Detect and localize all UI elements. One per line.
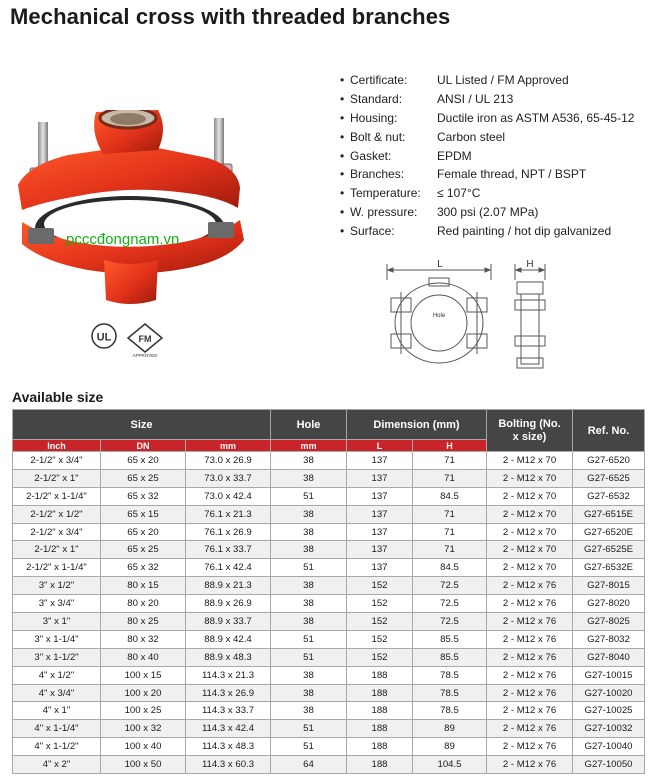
bolting-cell: 2 - M12 x 70 <box>487 559 573 577</box>
inch-cell: 4" x 1-1/4" <box>13 720 101 738</box>
table-row <box>13 559 645 577</box>
ref-cell: G27-8032 <box>573 630 645 648</box>
mm-cell: 76.1 x 21.3 <box>186 505 271 523</box>
bolting-cell: 2 - M12 x 76 <box>487 595 573 613</box>
dn-cell: 80 x 25 <box>101 613 186 631</box>
bolting-cell: 2 - M12 x 76 <box>487 666 573 684</box>
hole-cell: 38 <box>271 684 347 702</box>
spec-value: Carbon steel <box>437 129 506 144</box>
spec-label: W. pressure: <box>350 204 418 219</box>
hole-cell: 38 <box>271 523 347 541</box>
height-cell: 72.5 <box>413 613 487 631</box>
hole-cell: 64 <box>271 756 347 774</box>
dn-subheader: DN <box>101 440 186 452</box>
bullet-icon: • <box>340 186 345 201</box>
bolting-cell: 2 - M12 x 76 <box>487 630 573 648</box>
inch-cell: 4" x 1-1/2" <box>13 738 101 756</box>
spec-list <box>340 71 634 240</box>
fm-approved-icon <box>128 324 162 358</box>
hole-cell: 38 <box>271 595 347 613</box>
height-cell: 71 <box>413 523 487 541</box>
inch-cell: 4" x 2" <box>13 756 101 774</box>
mm-subheader: mm <box>186 440 271 452</box>
dn-cell: 100 x 50 <box>101 756 186 774</box>
ref-cell: G27-6520 <box>573 452 645 470</box>
table-row <box>13 684 645 702</box>
mm-cell: 88.9 x 42.4 <box>186 630 271 648</box>
inch-cell: 3" x 3/4" <box>13 595 101 613</box>
spec-item <box>340 221 634 240</box>
spec-label: Bolt & nut: <box>350 129 406 144</box>
inch-cell: 2-1/2" x 1-1/4" <box>13 559 101 577</box>
bolting-cell: 2 - M12 x 76 <box>487 577 573 595</box>
dn-cell: 65 x 25 <box>101 541 186 559</box>
hole-cell: 38 <box>271 702 347 720</box>
table-row <box>13 487 645 505</box>
dn-cell: 100 x 25 <box>101 702 186 720</box>
table-row <box>13 452 645 470</box>
inch-cell: 2-1/2" x 3/4" <box>13 523 101 541</box>
hole-cell: 38 <box>271 505 347 523</box>
spec-value: Female thread, NPT / BSPT <box>437 167 587 182</box>
spec-value: Ductile iron as ASTM A536, 65-45-12 <box>437 110 635 125</box>
dn-cell: 80 x 40 <box>101 648 186 666</box>
mm-cell: 88.9 x 26.9 <box>186 595 271 613</box>
bullet-icon: • <box>340 204 345 219</box>
length-cell: 137 <box>347 505 413 523</box>
bolting-cell: 2 - M12 x 76 <box>487 613 573 631</box>
size-header: Size <box>13 410 271 440</box>
side-view-lug <box>515 300 545 310</box>
height-cell: 84.5 <box>413 487 487 505</box>
hole-cell: 38 <box>271 469 347 487</box>
ref-cell: G27-10015 <box>573 666 645 684</box>
hole-label: Hole <box>432 313 446 319</box>
spec-item <box>340 203 634 222</box>
ref-cell: G27-8040 <box>573 648 645 666</box>
spec-value: UL Listed / FM Approved <box>437 73 569 88</box>
bolting-cell: 2 - M12 x 76 <box>487 756 573 774</box>
spec-value: ANSI / UL 213 <box>437 92 514 107</box>
hole-cell: 38 <box>271 541 347 559</box>
height-cell: 78.5 <box>413 702 487 720</box>
hole-cell: 38 <box>271 577 347 595</box>
page-title: Mechanical cross with threaded branches <box>10 4 451 29</box>
length-cell: 137 <box>347 487 413 505</box>
dn-cell: 100 x 20 <box>101 684 186 702</box>
spec-label: Gasket: <box>350 148 392 163</box>
height-cell: 71 <box>413 452 487 470</box>
length-cell: 152 <box>347 648 413 666</box>
inch-cell: 3" x 1-1/4" <box>13 630 101 648</box>
certification-marks <box>90 318 180 358</box>
mm-cell: 114.3 x 33.7 <box>186 702 271 720</box>
dn-cell: 65 x 32 <box>101 487 186 505</box>
dn-cell: 80 x 15 <box>101 577 186 595</box>
ref-cell: G27-10050 <box>573 756 645 774</box>
hole-cell: 38 <box>271 666 347 684</box>
bolting-cell: 2 - M12 x 76 <box>487 684 573 702</box>
hole-cell: 38 <box>271 452 347 470</box>
height-cell: 78.5 <box>413 684 487 702</box>
bolting-cell: 2 - M12 x 70 <box>487 487 573 505</box>
length-cell: 137 <box>347 469 413 487</box>
length-cell: 137 <box>347 541 413 559</box>
pipe-hole-outline <box>411 295 467 351</box>
ref-cell: G27-6515E <box>573 505 645 523</box>
table-row <box>13 523 645 541</box>
mm-cell: 76.1 x 26.9 <box>186 523 271 541</box>
inch-cell: 3" x 1" <box>13 613 101 631</box>
dn-cell: 65 x 15 <box>101 505 186 523</box>
hole-cell: 51 <box>271 559 347 577</box>
mm-cell: 88.9 x 33.7 <box>186 613 271 631</box>
bullet-icon: • <box>340 148 345 163</box>
bolting-cell: 2 - M12 x 76 <box>487 702 573 720</box>
inch-cell: 4" x 1/2" <box>13 666 101 684</box>
ref-cell: G27-6525 <box>573 469 645 487</box>
inch-cell: 3" x 1/2" <box>13 577 101 595</box>
bolting-cell: 2 - M12 x 70 <box>487 469 573 487</box>
length-cell: 152 <box>347 577 413 595</box>
bullet-icon: • <box>340 223 345 238</box>
bolting-header: Bolting (No. x size) <box>487 410 573 452</box>
ul-mark-text: UL <box>96 331 112 344</box>
hole-cell: 51 <box>271 648 347 666</box>
fm-mark-text: FM <box>138 334 152 344</box>
dimension-header: Dimension (mm) <box>347 410 487 440</box>
inch-cell: 2-1/2" x 1/2" <box>13 505 101 523</box>
length-cell: 188 <box>347 756 413 774</box>
length-cell: 188 <box>347 720 413 738</box>
table-row <box>13 756 645 774</box>
bullet-icon: • <box>340 129 345 144</box>
h-subheader: H <box>413 440 487 452</box>
length-cell: 188 <box>347 666 413 684</box>
height-cell: 84.5 <box>413 559 487 577</box>
mm-cell: 73.0 x 33.7 <box>186 469 271 487</box>
mm-cell: 114.3 x 42.4 <box>186 720 271 738</box>
table-row <box>13 702 645 720</box>
side-view-lug <box>515 336 545 346</box>
spec-value: Red painting / hot dip galvanized <box>437 223 612 238</box>
table-row <box>13 595 645 613</box>
watermark-text: pcccđongnam.vn <box>66 231 180 248</box>
spec-item <box>340 165 634 184</box>
height-cell: 89 <box>413 720 487 738</box>
mm-cell: 114.3 x 26.9 <box>186 684 271 702</box>
bullet-icon: • <box>340 110 345 125</box>
height-cell: 71 <box>413 505 487 523</box>
ref-cell: G27-10040 <box>573 738 645 756</box>
dn-cell: 65 x 32 <box>101 559 186 577</box>
bolting-cell: 2 - M12 x 76 <box>487 720 573 738</box>
length-label: L <box>437 259 443 270</box>
height-cell: 78.5 <box>413 666 487 684</box>
ul-listed-icon <box>92 324 116 348</box>
spec-value: 300 psi (2.07 MPa) <box>437 204 539 219</box>
inch-cell: 4" x 3/4" <box>13 684 101 702</box>
bolting-cell: 2 - M12 x 76 <box>487 648 573 666</box>
spec-value: EPDM <box>437 148 472 163</box>
height-cell: 72.5 <box>413 577 487 595</box>
hole-header: Hole <box>271 410 347 440</box>
ref-cell: G27-10032 <box>573 720 645 738</box>
table-row <box>13 630 645 648</box>
hole-cell: 51 <box>271 720 347 738</box>
size-table <box>12 409 645 774</box>
spec-item <box>340 127 634 146</box>
hole-mm-subheader: mm <box>271 440 347 452</box>
table-row <box>13 666 645 684</box>
dn-cell: 65 x 20 <box>101 523 186 541</box>
table-row <box>13 541 645 559</box>
spec-item <box>340 71 634 90</box>
dn-cell: 65 x 20 <box>101 452 186 470</box>
length-cell: 152 <box>347 630 413 648</box>
fm-approved-text: APPROVED <box>132 353 158 358</box>
dn-cell: 65 x 25 <box>101 469 186 487</box>
bolting-cell: 2 - M12 x 76 <box>487 738 573 756</box>
side-view-body <box>521 294 539 364</box>
height-label: H <box>526 259 534 270</box>
hole-cell: 38 <box>271 613 347 631</box>
height-cell: 71 <box>413 469 487 487</box>
length-cell: 188 <box>347 738 413 756</box>
ref-cell: G27-6532E <box>573 559 645 577</box>
bolting-cell: 2 - M12 x 70 <box>487 541 573 559</box>
inch-cell: 2-1/2" x 1-1/4" <box>13 487 101 505</box>
spec-label: Standard: <box>350 92 403 107</box>
ref-header: Ref. No. <box>573 410 645 452</box>
available-size-heading: Available size <box>12 389 104 405</box>
dimension-drawing <box>385 258 555 386</box>
spec-label: Temperature: <box>350 186 421 201</box>
table-row <box>13 648 645 666</box>
mm-cell: 76.1 x 33.7 <box>186 541 271 559</box>
spec-item <box>340 184 634 203</box>
mm-cell: 76.1 x 42.4 <box>186 559 271 577</box>
height-cell: 104.5 <box>413 756 487 774</box>
ref-cell: G27-6532 <box>573 487 645 505</box>
spec-item <box>340 109 634 128</box>
spec-label: Certificate: <box>350 73 408 88</box>
l-subheader: L <box>347 440 413 452</box>
dn-cell: 100 x 40 <box>101 738 186 756</box>
bolting-cell: 2 - M12 x 70 <box>487 523 573 541</box>
length-cell: 137 <box>347 559 413 577</box>
length-cell: 152 <box>347 595 413 613</box>
length-cell: 152 <box>347 613 413 631</box>
table-row <box>13 720 645 738</box>
spec-label: Surface: <box>350 223 395 238</box>
height-cell: 71 <box>413 541 487 559</box>
ref-cell: G27-8020 <box>573 595 645 613</box>
dn-cell: 100 x 32 <box>101 720 186 738</box>
mm-cell: 73.0 x 26.9 <box>186 452 271 470</box>
dn-cell: 80 x 20 <box>101 595 186 613</box>
spec-value: ≤ 107°C <box>437 186 481 201</box>
hole-cell: 51 <box>271 487 347 505</box>
inch-subheader: Inch <box>13 440 101 452</box>
spec-label: Branches: <box>350 167 405 182</box>
bullet-icon: • <box>340 167 345 182</box>
hole-cell: 51 <box>271 630 347 648</box>
length-cell: 137 <box>347 523 413 541</box>
side-view-outlet <box>517 282 543 294</box>
mm-cell: 114.3 x 60.3 <box>186 756 271 774</box>
spec-item <box>340 146 634 165</box>
table-row <box>13 505 645 523</box>
branch-outlet <box>429 278 449 286</box>
table-row <box>13 469 645 487</box>
bullet-icon: • <box>340 73 345 88</box>
ref-cell: G27-6520E <box>573 523 645 541</box>
mm-cell: 73.0 x 42.4 <box>186 487 271 505</box>
height-cell: 72.5 <box>413 595 487 613</box>
size-table-body <box>13 452 645 774</box>
length-cell: 188 <box>347 702 413 720</box>
height-cell: 85.5 <box>413 630 487 648</box>
length-cell: 188 <box>347 684 413 702</box>
hole-cell: 51 <box>271 738 347 756</box>
mm-cell: 114.3 x 48.3 <box>186 738 271 756</box>
ref-cell: G27-10020 <box>573 684 645 702</box>
height-cell: 89 <box>413 738 487 756</box>
ref-cell: G27-6525E <box>573 541 645 559</box>
bullet-icon: • <box>340 92 345 107</box>
ref-cell: G27-8025 <box>573 613 645 631</box>
bolting-cell: 2 - M12 x 70 <box>487 452 573 470</box>
ref-cell: G27-10025 <box>573 702 645 720</box>
mm-cell: 88.9 x 48.3 <box>186 648 271 666</box>
table-row <box>13 577 645 595</box>
table-row <box>13 613 645 631</box>
table-row <box>13 738 645 756</box>
inch-cell: 2-1/2" x 1" <box>13 541 101 559</box>
inch-cell: 2-1/2" x 1" <box>13 469 101 487</box>
spec-item <box>340 90 634 109</box>
bolting-cell: 2 - M12 x 70 <box>487 505 573 523</box>
inch-cell: 4" x 1" <box>13 702 101 720</box>
dn-cell: 100 x 15 <box>101 666 186 684</box>
inch-cell: 3" x 1-1/2" <box>13 648 101 666</box>
product-photo <box>8 110 248 315</box>
mm-cell: 88.9 x 21.3 <box>186 577 271 595</box>
length-cell: 137 <box>347 452 413 470</box>
ref-cell: G27-8015 <box>573 577 645 595</box>
dn-cell: 80 x 32 <box>101 630 186 648</box>
mm-cell: 114.3 x 21.3 <box>186 666 271 684</box>
inch-cell: 2-1/2" x 3/4" <box>13 452 101 470</box>
height-cell: 85.5 <box>413 648 487 666</box>
spec-label: Housing: <box>350 110 398 125</box>
